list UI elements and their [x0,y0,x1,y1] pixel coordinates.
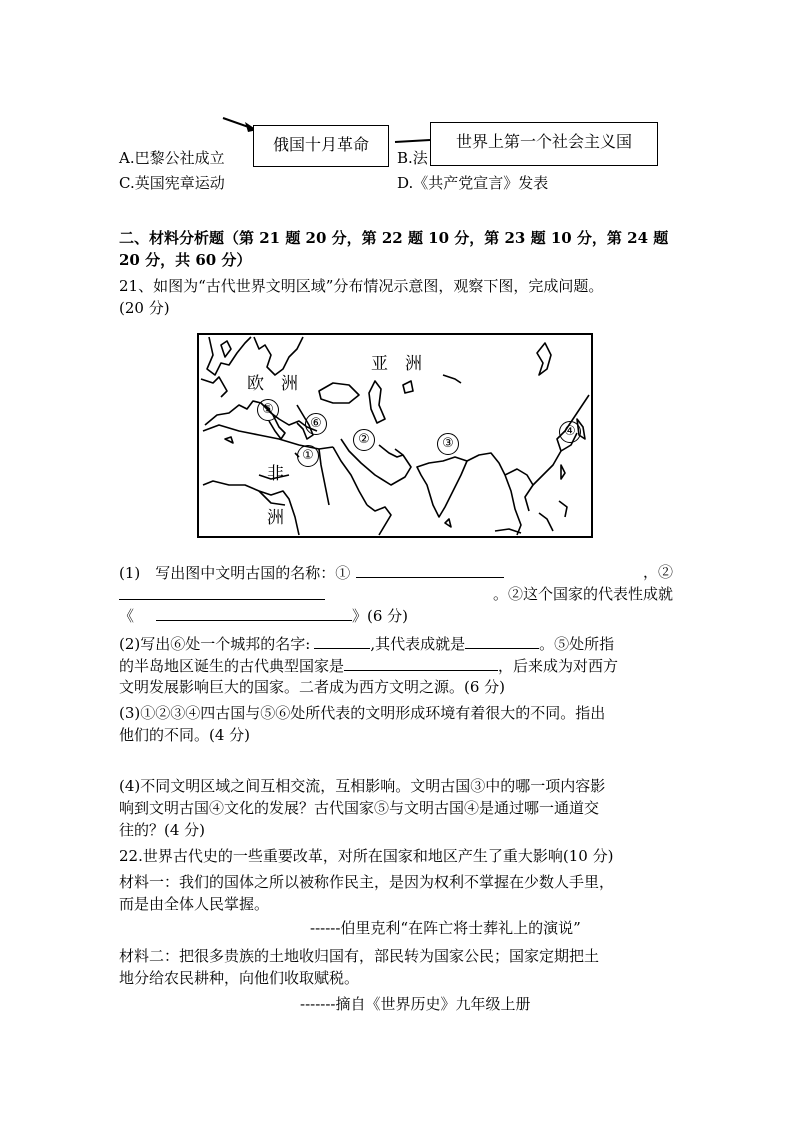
map-label-asia: 亚 洲 [371,354,422,374]
option-c: C.英国宪章运动 [119,174,225,192]
answer-blank-2[interactable] [119,583,325,600]
q21-p2-text-c: 。⑤处所指 [539,635,615,653]
answer-blank-5[interactable] [465,632,539,649]
map-label-africa-2: 洲 [267,508,284,528]
ancient-civilizations-map [197,333,593,538]
q21-part1-line1 [119,561,673,584]
map-marker-3: ③ [437,433,459,455]
q22-material1-line2: 而是由全体人民掌握。 [119,895,270,913]
q21-part2-line1 [119,632,614,655]
q21-p2-text-d: 的半岛地区诞生的古代典型国家是 [119,657,345,675]
q22-material1-line1: 材料一：我们的国体之所以被称作民主，是因为权利不掌握在少数人手里， [119,873,615,891]
option-a: A.巴黎公社成立 [119,149,225,167]
q21-part2-line3: 文明发展影响巨大的国家。二者成为西方文明之源。(6 分) [119,678,506,696]
map-label-africa-1: 非 [267,464,284,484]
answer-blank-4[interactable] [314,632,370,649]
q21-part1-line2 [119,583,673,605]
q21-stem-line1: 21、如图为“古代世界文明区域”分布情况示意图，观察下图，完成问题。 [119,277,604,295]
q21-stem-line2: (20 分) [119,299,170,317]
q21-part1-line3 [119,604,408,627]
q22-material2-line1: 材料二：把很多贵族的土地收归国有，部民转为国家公民；国家定期把土 [119,947,600,965]
option-b: B.法 [397,149,428,167]
q21-p2-text-e: ，后来成为对西方 [498,657,619,675]
answer-blank-3[interactable] [156,604,352,621]
map-marker-2: ② [353,429,375,451]
q21-part4-line2: 响到文明古国④文化的发展？古代国家⑤与文明古国④是通过哪一通道交 [119,799,600,817]
q21-p1-text-c: 。②这个国家的代表性成就 [492,585,673,603]
map-marker-5: ⑤ [257,399,279,421]
q22-material2-source: -------摘自《世界历史》九年级上册 [300,995,531,1013]
map-label-europe: 欧 洲 [247,374,298,394]
q21-p1-text-b: ，② [642,563,673,581]
box-october-revolution: 俄国十月革命 [253,125,389,167]
q21-part4-line3: 往的？(4 分) [119,821,206,839]
map-marker-1: ① [297,445,319,467]
section-title-line2: 20 分，共 60 分） [119,251,252,269]
option-d: D.《共产党宣言》发表 [397,174,549,192]
q21-part2-line2 [119,654,618,677]
q21-part3-line2: 他们的不同。(4 分) [119,726,251,744]
answer-blank-1[interactable] [356,561,504,578]
box-first-socialist-state: 世界上第一个社会主义国 [430,122,658,166]
q22-material1-source: ------伯里克利“在阵亡将士葬礼上的演说” [310,919,581,937]
q21-p1-close: 》(6 分) [352,607,409,625]
q21-p2-text-b: ,其代表成就是 [370,635,466,653]
answer-blank-6[interactable] [344,654,498,671]
section-title-line1: 二、材料分析题（第 21 题 20 分，第 22 题 10 分，第 23 题 10 分，第 24 题 [119,229,669,247]
q21-part3-line1: (3)①②③④四古国与⑤⑥处所代表的文明形成环境有着很大的不同。指出 [119,704,606,722]
q21-p1-text-a: (1) 写出图中文明古国的名称：① [119,564,351,582]
q21-p2-text-a: (2)写出⑥处一个城邦的名字: [119,635,311,653]
q22-stem: 22.世界古代史的一些重要改革，对所在国家和地区产生了重大影响(10 分) [119,847,614,865]
map-marker-6: ⑥ [305,413,327,435]
q22-material2-line2: 地分给农民耕种，向他们收取赋税。 [119,969,360,987]
q21-p1-open: 《 [119,607,135,625]
q21-part4-line1: (4)不同文明区域之间互相交流，互相影响。文明古国③中的哪一项内容影 [119,777,606,795]
map-marker-4: ④ [559,421,581,443]
